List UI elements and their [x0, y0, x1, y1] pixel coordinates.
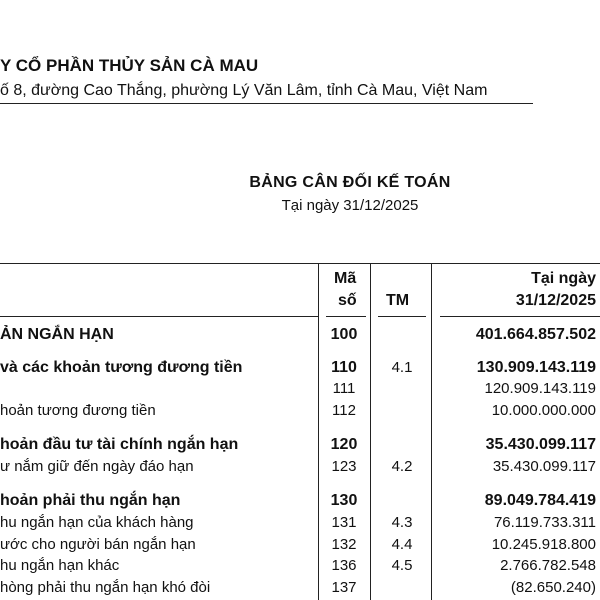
header-bottom-border: [440, 316, 600, 317]
table-row: [0, 436, 600, 456]
table-row: [0, 359, 600, 379]
row-note: 4.1: [391, 359, 413, 376]
amount-header-line1: Tại ngày: [531, 270, 596, 287]
row-amount: 10.000.000.000: [491, 402, 596, 419]
table-row: [0, 536, 600, 556]
row-amount: (82.650.240): [510, 579, 596, 596]
row-name: hoản đầu tư tài chính ngắn hạn: [0, 436, 239, 453]
row-code: 130: [330, 492, 358, 509]
report-title: BẢNG CÂN ĐỐI KẾ TOÁN: [249, 174, 451, 191]
table-row: [0, 326, 600, 346]
row-name: ẢN NGẮN HẠN: [0, 326, 114, 343]
row-name: ư nắm giữ đến ngày đáo hạn: [0, 458, 194, 475]
table-row: [0, 492, 600, 512]
table-row: [0, 402, 600, 422]
report-date: Tại ngày 31/12/2025: [281, 197, 419, 214]
row-note: 4.5: [391, 557, 413, 574]
table-row: [0, 458, 600, 478]
row-amount: 2.766.782.548: [500, 557, 596, 574]
header-divider: [0, 103, 533, 104]
table-row: [0, 514, 600, 534]
note-header: TM: [386, 292, 410, 309]
row-code: 120: [330, 436, 358, 453]
row-amount: 35.430.099.117: [485, 436, 596, 453]
row-note: 4.2: [391, 458, 413, 475]
row-amount: 76.119.733.311: [493, 514, 596, 531]
row-name: hu ngắn hạn khác: [0, 557, 120, 574]
row-code: 111: [332, 380, 356, 397]
row-code: 112: [332, 402, 356, 419]
row-note: 4.4: [391, 536, 413, 553]
row-amount: 89.049.784.419: [484, 492, 596, 509]
header-bottom-border: [0, 316, 318, 317]
row-name: hu ngắn hạn của khách hàng: [0, 514, 194, 531]
row-name: ước cho người bán ngắn hạn: [0, 536, 196, 553]
header-bottom-border: [326, 316, 366, 317]
row-code: 110: [331, 359, 357, 376]
row-code: 123: [331, 458, 357, 475]
row-note: 4.3: [391, 514, 413, 531]
company-name: Y CỔ PHẦN THỦY SẢN CÀ MAU: [0, 56, 259, 75]
row-amount: 10.245.918.800: [491, 536, 596, 553]
table-row: [0, 380, 600, 400]
code-header-line2: số: [338, 292, 357, 309]
row-code: 100: [330, 326, 358, 343]
table-row: [0, 557, 600, 577]
row-amount: 130.909.143.119: [476, 359, 596, 376]
row-code: 137: [331, 579, 357, 596]
table-top-border: [0, 263, 600, 264]
row-amount: 120.909.143.119: [484, 380, 596, 397]
row-name: và các khoản tương đương tiền: [0, 359, 243, 376]
row-code: 132: [331, 536, 357, 553]
row-name: hoản phải thu ngắn hạn: [0, 492, 181, 509]
row-amount: 401.664.857.502: [475, 326, 596, 343]
amount-header-line2: 31/12/2025: [515, 292, 596, 309]
row-name: hòng phải thu ngắn hạn khó đòi: [0, 579, 211, 596]
code-header-line1: Mã: [334, 270, 357, 287]
header-bottom-border: [378, 316, 426, 317]
row-code: 136: [331, 557, 357, 574]
table-row: [0, 579, 600, 599]
row-code: 131: [331, 514, 357, 531]
row-name: hoản tương đương tiền: [0, 402, 156, 419]
row-amount: 35.430.099.117: [492, 458, 596, 475]
company-address: ố 8, đường Cao Thắng, phường Lý Văn Lâm, tỉnh Cà Mau, Việt Nam: [0, 82, 488, 99]
